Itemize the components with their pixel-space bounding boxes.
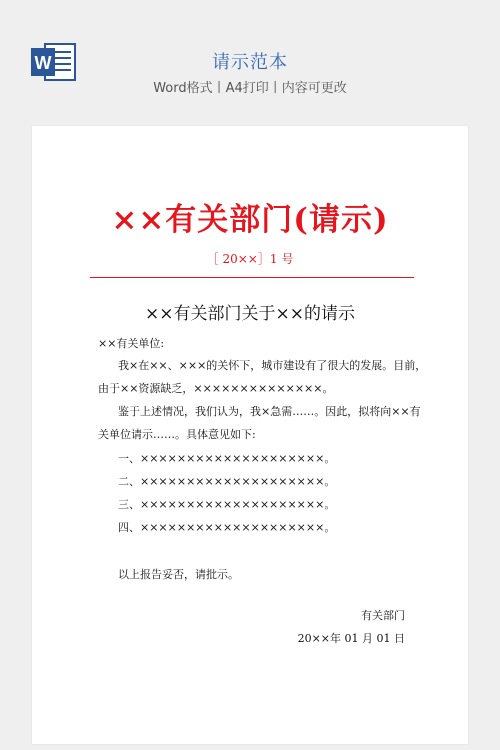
- list-item: 二、××××××××××××××××××××。: [118, 475, 336, 488]
- word-icon-letter: W: [34, 53, 52, 73]
- closing-line: 以上报告妥否，请批示。: [118, 568, 239, 581]
- request-heading: ××有关部门关于××的请示: [145, 304, 355, 324]
- document-title: ××有关部门(请示): [111, 202, 389, 238]
- document-date: 20××年 01 月 01 日: [297, 632, 405, 645]
- paragraph-line: 我×在××、×××的关怀下，城市建设有了很大的发展。目前，: [118, 359, 427, 372]
- paragraph-line: 关单位请示……。具体意见如下:: [98, 428, 256, 441]
- signature: 有关部门: [361, 609, 405, 622]
- header: [0, 0, 500, 110]
- page-subtitle: Word格式丨A4打印丨内容可更改: [153, 81, 347, 96]
- red-divider: [90, 277, 414, 278]
- page-title: 请示范本: [212, 52, 288, 73]
- paragraph-line: 由于××资源缺乏，××××××××××××××。: [98, 382, 334, 395]
- salutation: ××有关单位:: [98, 337, 165, 350]
- list-item: 三、××××××××××××××××××××。: [118, 498, 336, 511]
- paragraph-line: 鉴于上述情况，我们认为，我×急需……。因此，拟将向××有: [118, 405, 421, 418]
- document-number: ［ 20××］1 号: [206, 252, 294, 266]
- document-page: [32, 126, 468, 744]
- list-item: 一、××××××××××××××××××××。: [118, 452, 336, 465]
- list-item: 四、××××××××××××××××××××。: [118, 521, 336, 534]
